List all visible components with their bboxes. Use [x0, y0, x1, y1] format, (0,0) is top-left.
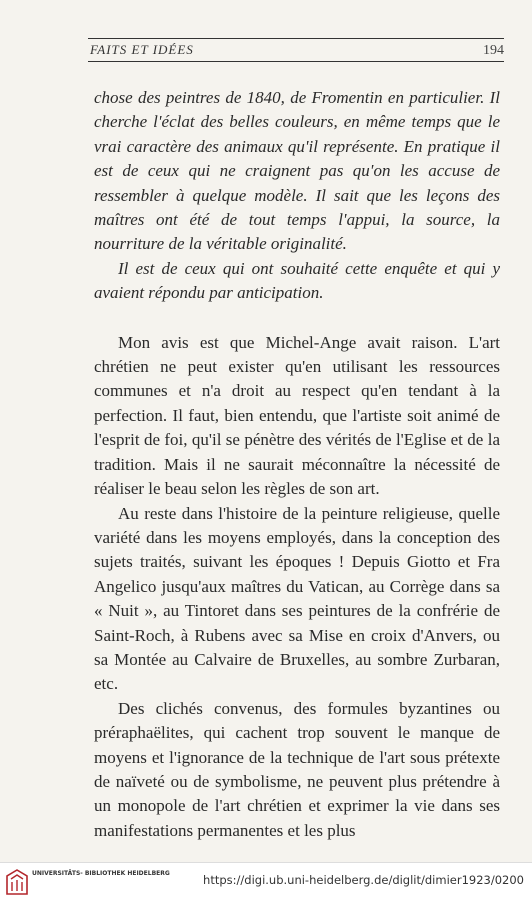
university-library-logo-icon[interactable]: [6, 869, 28, 895]
paragraph-quote-1: chose des peintres de 1840, de Fromentin en particulier. Il cherche l'éclat des belles couleurs, en même temps que le vrai caractère des animaux qu'il représente. En pratique il est de ceux qui ne craignent pas qu'on les accuse de ressembler à quelque modèle. Il sait que les leçons des maîtres ont été de tout temps l'appui, la source, la nourriture de la véritable originalité.: [94, 88, 500, 254]
paragraph-2: Au reste dans l'histoire de la peinture religieuse, quelle variété dans les moyens employés, dans la conception des sujets traités, suivant les époques ! Depuis Giotto et Fra Angelico jusqu'aux maîtres du Vatican, au Corrège dans sa « Nuit », au Tintoret dans ses peintures de la confrérie de Saint-Roch, à Rubens avec sa Mise en croix d'Anvers, ou sa Montée au Calvaire de Bruxelles, au sombre Zurbaran, etc.: [94, 503, 500, 694]
section-gap: [94, 306, 500, 331]
running-head-title: FAITS ET IDÉES: [90, 42, 194, 57]
body-text: [94, 86, 500, 843]
paragraph-1: Mon avis est que Michel-Ange avait raison. L'art chrétien ne peut exister qu'en utilisant les ressources communes et n'a droit au respect qu'en tendant à la perfection. Il faut, bien entendu, que l'artiste soit animé de l'esprit de foi, qu'il se pénètre des vérités de l'Eglise et de la tradition. Mais il ne saurait méconnaître la nécessité de réaliser le beau selon les règles de son art.: [94, 332, 500, 499]
paragraph-quote-2: Il est de ceux qui ont souhaité cette enquête et qui y avaient répondu par anticipation.: [94, 258, 500, 303]
library-name: UNIVERSITÄTS- BIBLIOTHEK HEIDELBERG: [32, 870, 170, 877]
viewer-footer: [0, 862, 532, 901]
running-head: [88, 38, 504, 62]
page-number: 194: [483, 43, 504, 58]
page-url-link[interactable]: https://digi.ub.uni-heidelberg.de/diglit/dimier1923/0200: [203, 873, 524, 887]
paragraph-3: Des clichés convenus, des formules byzantines ou préraphaëlites, qui cachent trop souvent le manque de moyens et l'ignorance de la technique de l'art sous prétexte de naïveté ou de symbolisme, ne peuvent plus prétendre à un monopole de l'art chrétien et exprimer la vie dans ses manifestations permanentes et les plus: [94, 698, 500, 840]
